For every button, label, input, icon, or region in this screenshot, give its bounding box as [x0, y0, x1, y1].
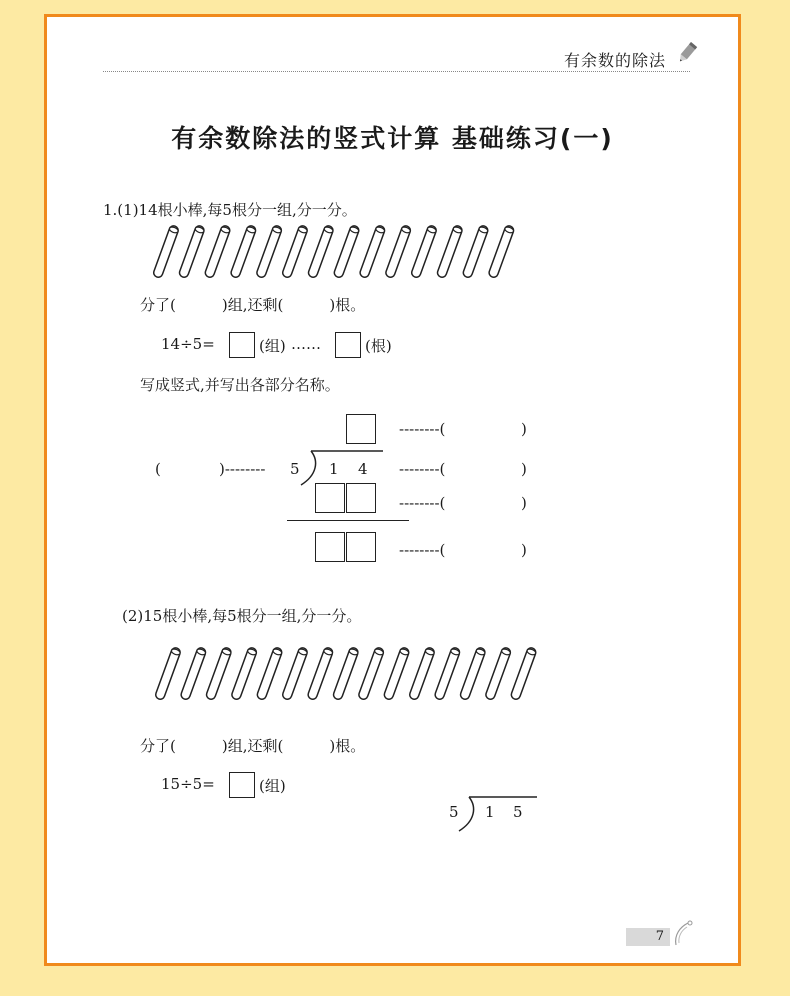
ld1-remainder-label-close: ) [521, 541, 527, 559]
q2-fill-part1: 分了( [140, 737, 176, 755]
ld1-divisor: 5 [290, 460, 300, 478]
q1-fill-part1: 分了( [140, 296, 176, 314]
stick [410, 225, 437, 279]
ld1-remainder-box-1[interactable] [315, 532, 345, 562]
stick [204, 225, 231, 279]
page-title: 有余数除法的竖式计算 基础练习(一) [171, 124, 614, 153]
ld2-dividend-digit1: 1 [485, 803, 495, 821]
q1-sticks [147, 221, 527, 285]
q1-fill-line [140, 294, 365, 315]
q2-fill-part2: )组,还剩( [221, 737, 284, 755]
stick [459, 647, 486, 701]
stick [436, 225, 463, 279]
ld1-quotient-box[interactable] [346, 414, 376, 444]
ld1-dividend-label-dashes: --------( [399, 460, 446, 478]
stick [178, 225, 205, 279]
q1-fill-part2: )组,还剩( [221, 296, 284, 314]
stick [307, 225, 334, 279]
ld1-dividend-digit1: 1 [329, 460, 339, 478]
ld2-bracket [455, 793, 537, 833]
stick [154, 647, 181, 701]
q1-equation-dots: …… [291, 335, 321, 353]
stick [332, 647, 359, 701]
ld1-product-label-close: ) [521, 494, 527, 512]
ld1-divisor-label-dashes: )-------- [219, 460, 266, 478]
stick [358, 647, 385, 701]
stick [510, 647, 537, 701]
q2-fill-part3: )根。 [329, 737, 366, 755]
pencil-icon [676, 41, 698, 65]
stick [408, 647, 435, 701]
header-divider [103, 71, 690, 72]
stick [152, 225, 179, 279]
q2-equation-lhs: 15÷5= [161, 775, 215, 793]
stick [180, 647, 207, 701]
q2-sticks [149, 643, 549, 707]
ld1-subtraction-line [287, 520, 409, 521]
stick [485, 647, 512, 701]
q2-fill-line [140, 735, 365, 756]
stick [359, 225, 386, 279]
stick [281, 225, 308, 279]
ld1-quotient-label-close: ) [521, 420, 527, 438]
q2-quotient-box[interactable] [229, 772, 255, 798]
ld2-dividend-digit2: 5 [513, 803, 523, 821]
ld1-product-label-dashes: --------( [399, 494, 446, 512]
stick [256, 647, 283, 701]
ld1-remainder-label-dashes: --------( [399, 541, 446, 559]
ld1-divisor-label-open: ( [155, 460, 161, 478]
stick [256, 225, 283, 279]
stick [307, 647, 334, 701]
ld1-product-box-2[interactable] [346, 483, 376, 513]
q2-equation-unit-group: (组) [259, 777, 286, 795]
q1-equation-lhs: 14÷5= [161, 335, 215, 353]
stick [434, 647, 461, 701]
section-title: 有余数的除法 [563, 51, 666, 70]
ld1-bracket [299, 447, 383, 487]
ld1-dividend-digit2: 4 [358, 460, 368, 478]
stick [488, 225, 515, 279]
q1-equation-unit-root: (根) [365, 337, 392, 355]
ld1-product-box-1[interactable] [315, 483, 345, 513]
stick [231, 647, 258, 701]
ld2-divisor: 5 [449, 803, 459, 821]
stick [462, 225, 489, 279]
ld1-remainder-box-2[interactable] [346, 532, 376, 562]
q2-prompt: (2)15根小棒,每5根分一组,分一分。 [122, 607, 362, 625]
ld1-dividend-label-close: ) [521, 460, 527, 478]
q1-equation-unit-group: (组) [259, 337, 286, 355]
q1-fill-part3: )根。 [329, 296, 366, 314]
ld1-quotient-label-dashes: --------( [399, 420, 446, 438]
feather-deco-icon [670, 919, 694, 947]
stick [385, 225, 412, 279]
q1-prompt: 1.(1)14根小棒,每5根分一组,分一分。 [103, 201, 357, 219]
stick [230, 225, 257, 279]
worksheet-page [44, 14, 741, 966]
stick [205, 647, 232, 701]
q1-instruction: 写成竖式,并写出各部分名称。 [140, 376, 340, 394]
page-number: 7 [626, 928, 670, 946]
stick [333, 225, 360, 279]
q1-quotient-box[interactable] [229, 332, 255, 358]
stick [383, 647, 410, 701]
q1-remainder-box[interactable] [335, 332, 361, 358]
stick [281, 647, 308, 701]
